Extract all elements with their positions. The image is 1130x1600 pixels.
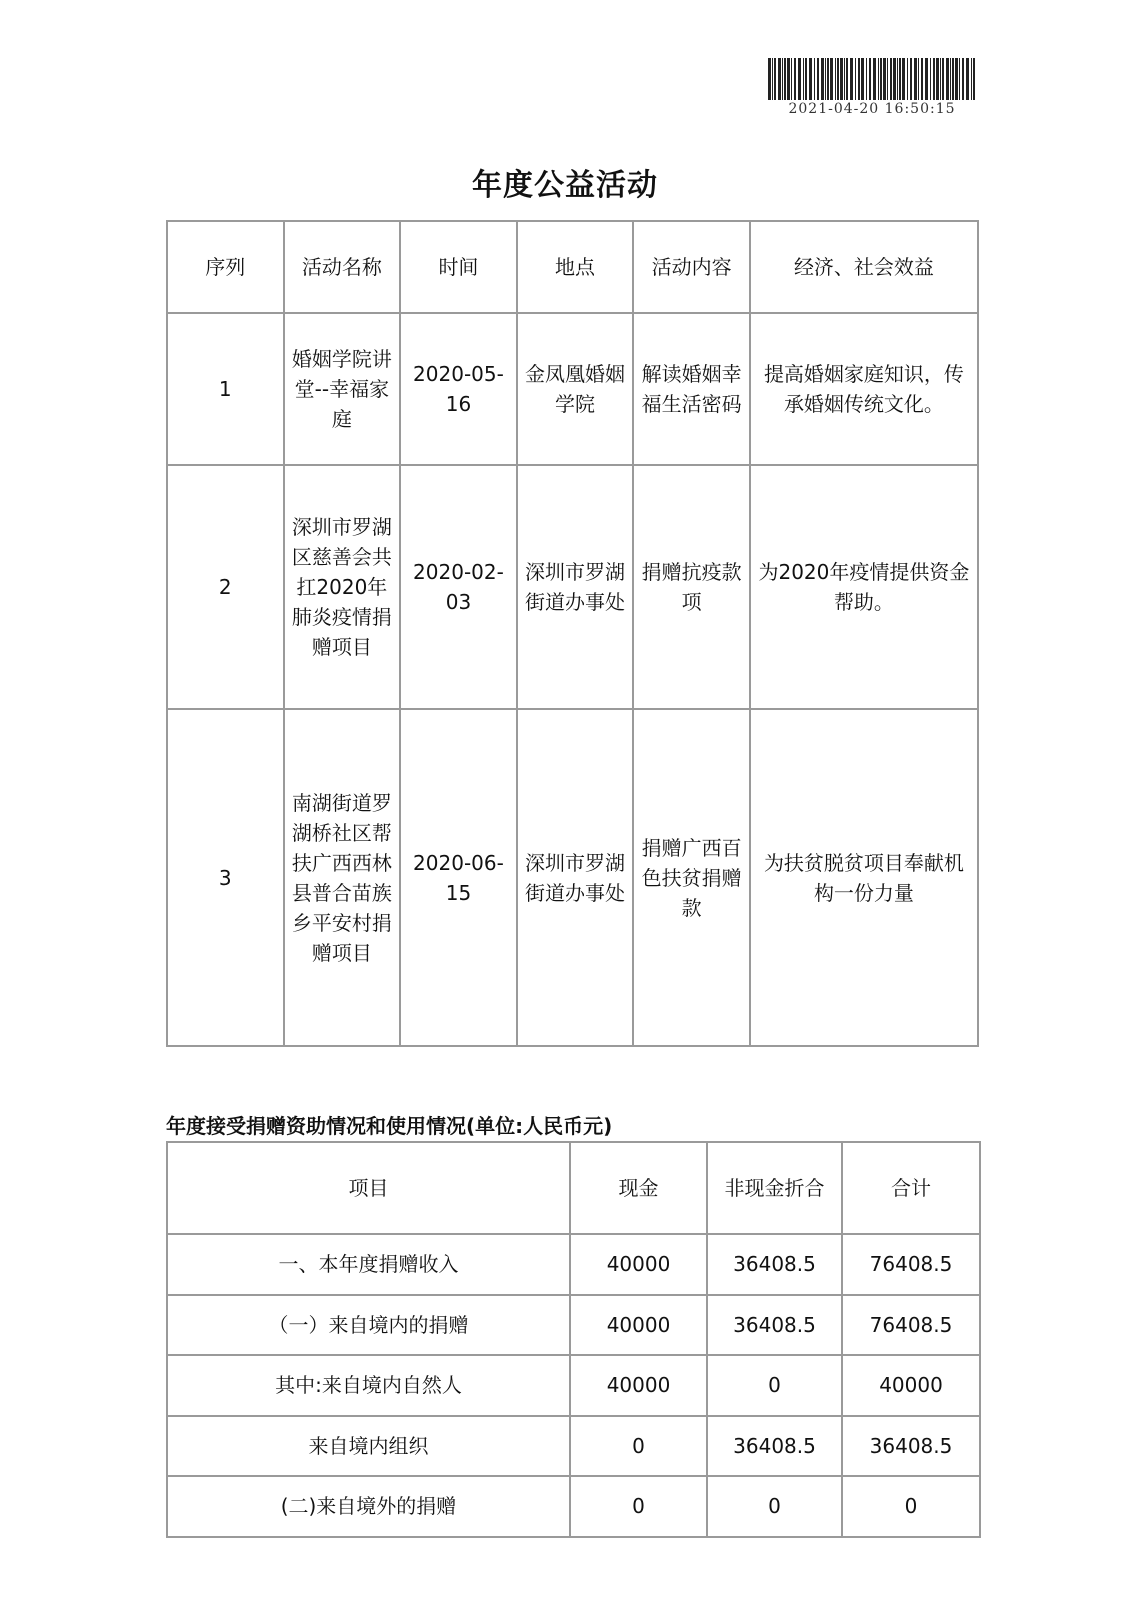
donation-total: 0 [842, 1476, 980, 1537]
column-header-location: 地点 [517, 221, 634, 313]
activities-table [166, 220, 979, 1047]
activity-content: 解读婚姻幸福生活密码 [633, 313, 750, 465]
column-header-index: 序列 [167, 221, 284, 313]
donation-cash: 40000 [570, 1295, 707, 1356]
donation-noncash: 36408.5 [707, 1295, 842, 1356]
activity-date: 2020-06-15 [400, 709, 517, 1046]
donations-section-title: 年度接受捐赠资助情况和使用情况(单位:人民币元) [166, 1114, 613, 1138]
column-header-date: 时间 [400, 221, 517, 313]
donation-item: 一、本年度捐赠收入 [167, 1234, 570, 1295]
activity-content: 捐赠广西百色扶贫捐赠款 [633, 709, 750, 1046]
donation-cash: 40000 [570, 1234, 707, 1295]
column-header-noncash: 非现金折合 [707, 1142, 842, 1234]
donation-cash: 0 [570, 1476, 707, 1537]
donation-total: 76408.5 [842, 1234, 980, 1295]
page-title: 年度公益活动 [472, 168, 658, 203]
table-row [167, 465, 978, 709]
activity-location: 金凤凰婚姻学院 [517, 313, 634, 465]
column-header-name: 活动名称 [284, 221, 401, 313]
table-row [167, 1476, 980, 1537]
column-header-benefit: 经济、社会效益 [750, 221, 978, 313]
activity-index: 1 [167, 313, 284, 465]
donation-noncash: 36408.5 [707, 1234, 842, 1295]
donation-total: 36408.5 [842, 1416, 980, 1477]
activity-benefit: 为扶贫脱贫项目奉献机构一份力量 [750, 709, 978, 1046]
column-header-item: 项目 [167, 1142, 570, 1234]
donation-item: 来自境内组织 [167, 1416, 570, 1477]
donations-table [166, 1141, 981, 1538]
donation-noncash: 0 [707, 1476, 842, 1537]
donation-item: (二)来自境外的捐赠 [167, 1476, 570, 1537]
donations-header-row [167, 1142, 980, 1234]
activity-location: 深圳市罗湖街道办事处 [517, 709, 634, 1046]
activity-index: 2 [167, 465, 284, 709]
activity-name: 南湖街道罗湖桥社区帮扶广西西林县普合苗族乡平安村捐赠项目 [284, 709, 401, 1046]
column-header-content: 活动内容 [633, 221, 750, 313]
donation-cash: 0 [570, 1416, 707, 1477]
donation-total: 76408.5 [842, 1295, 980, 1356]
table-row [167, 313, 978, 465]
donation-noncash: 36408.5 [707, 1416, 842, 1477]
activity-date: 2020-02-03 [400, 465, 517, 709]
donation-noncash: 0 [707, 1355, 842, 1416]
activity-location: 深圳市罗湖街道办事处 [517, 465, 634, 709]
activity-date: 2020-05-16 [400, 313, 517, 465]
activity-index: 3 [167, 709, 284, 1046]
table-row [167, 1234, 980, 1295]
table-row [167, 1295, 980, 1356]
column-header-total: 合计 [842, 1142, 980, 1234]
column-header-cash: 现金 [570, 1142, 707, 1234]
donation-total: 40000 [842, 1355, 980, 1416]
barcode-icon [768, 58, 976, 100]
table-row [167, 1416, 980, 1477]
activities-header-row [167, 221, 978, 313]
donation-item: 其中:来自境内自然人 [167, 1355, 570, 1416]
activity-name: 深圳市罗湖区慈善会共扛2020年肺炎疫情捐赠项目 [284, 465, 401, 709]
activity-benefit: 提高婚姻家庭知识，传承婚姻传统文化。 [750, 313, 978, 465]
table-row [167, 709, 978, 1046]
table-row [167, 1355, 980, 1416]
document-barcode-area [768, 58, 976, 117]
activity-benefit: 为2020年疫情提供资金帮助。 [750, 465, 978, 709]
activity-name: 婚姻学院讲堂--幸福家庭 [284, 313, 401, 465]
donation-cash: 40000 [570, 1355, 707, 1416]
donation-item: （一）来自境内的捐赠 [167, 1295, 570, 1356]
activity-content: 捐赠抗疫款项 [633, 465, 750, 709]
print-timestamp: 2021-04-20 16:50:15 [788, 101, 956, 117]
